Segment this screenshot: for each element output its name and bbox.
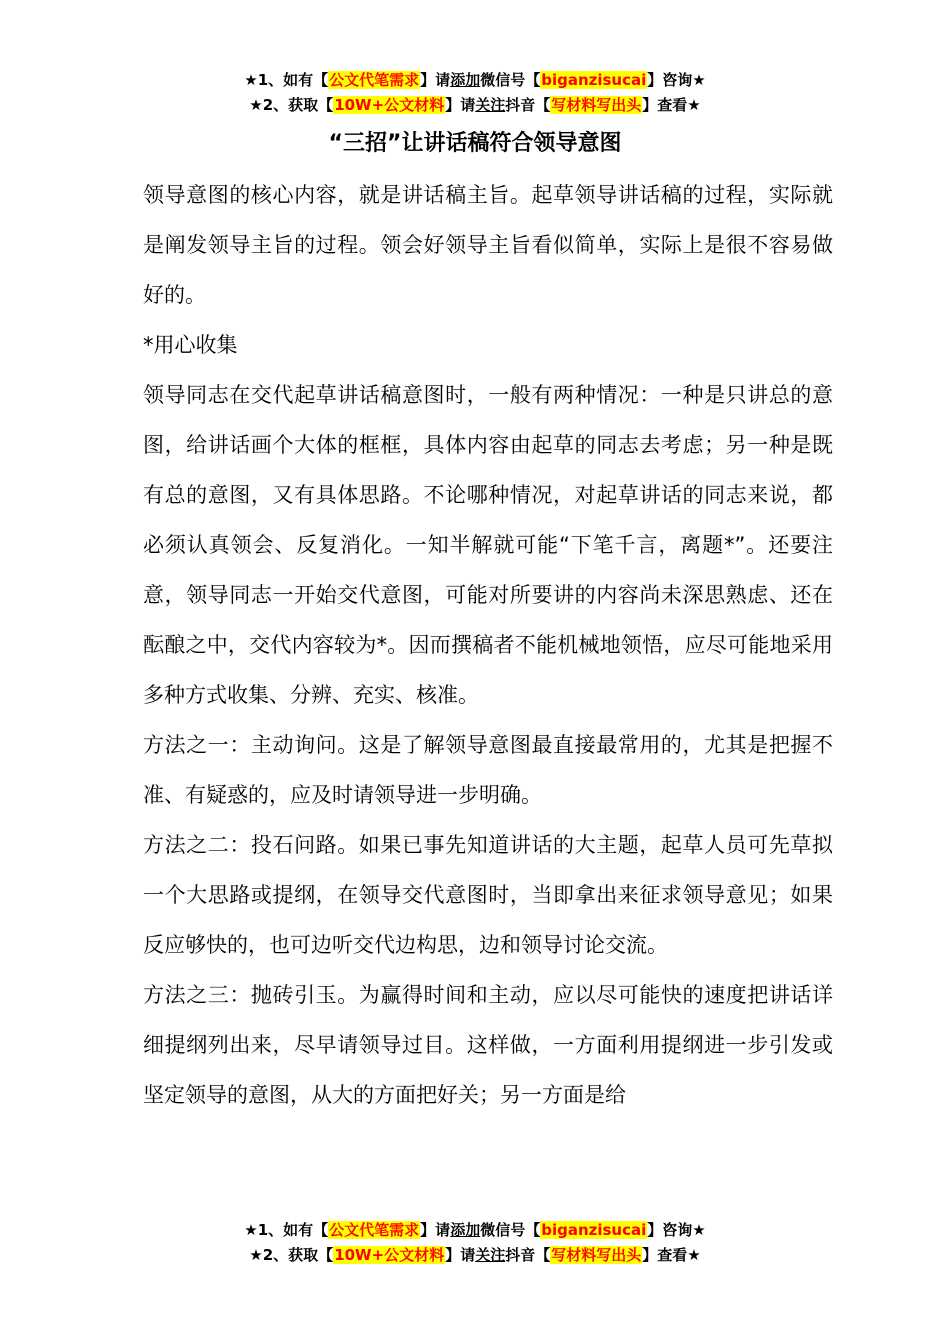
banner-text: 】请 bbox=[445, 1246, 476, 1264]
banner-underlined-text: 关注 bbox=[475, 96, 506, 114]
banner-highlight-service: 公文代笔需求 bbox=[329, 71, 420, 89]
paragraph-method-1: 方法之一：主动询问。这是了解领导意图最直接最常用的，尤其是把握不准、有疑惑的，应及时请领导进一步明确。 bbox=[143, 733, 833, 807]
banner-highlight-wechat-id: biganzisucai bbox=[541, 1221, 647, 1239]
banner-text: ★2、获取【 bbox=[249, 96, 334, 114]
banner-line-1 bbox=[0, 1218, 950, 1243]
banner-line-1 bbox=[0, 68, 950, 93]
banner-underlined-text: 关注 bbox=[475, 1246, 506, 1264]
banner-text: 】咨询★ bbox=[647, 71, 706, 89]
banner-text: 抖音【 bbox=[505, 1246, 551, 1264]
banner-highlight-materials: 10W+公文材料 bbox=[334, 96, 445, 114]
banner-highlight-douyin-id: 写材料写出头 bbox=[551, 96, 642, 114]
banner-text: 】咨询★ bbox=[647, 1221, 706, 1239]
paragraph: 领导同志在交代起草讲话稿意图时，一般有两种情况：一种是只讲总的意图，给讲话画个大体的框框，具体内容由起草的同志去考虑；另一种是既有总的意图，又有具体思路。不论哪种情况，对起草讲话的同志来说，都必须认真领会、反复消化。一知半解就可能“下笔千言，离题*”。还要注意，领导同志一开始交代意图，可能对所要讲的内容尚未深思熟虑、还在酝酿之中，交代内容较为*。因而撰稿者不能机械地领悟，应尽可能地采用多种方式收集、分辨、充实、核准。 bbox=[143, 383, 833, 707]
banner-text: 微信号【 bbox=[480, 71, 541, 89]
banner-text: 】请 bbox=[420, 71, 451, 89]
banner-text: 微信号【 bbox=[480, 1221, 541, 1239]
banner-line-2 bbox=[0, 1243, 950, 1268]
banner-text: ★1、如有【 bbox=[244, 71, 329, 89]
banner-text: 】查看★ bbox=[642, 1246, 701, 1264]
banner-text: 】请 bbox=[445, 96, 476, 114]
banner-line-2 bbox=[0, 93, 950, 118]
banner-highlight-douyin-id: 写材料写出头 bbox=[551, 1246, 642, 1264]
banner-underlined-text: 添加 bbox=[450, 71, 481, 89]
bottom-banner bbox=[0, 1218, 950, 1268]
section-heading: *用心收集 bbox=[143, 333, 238, 357]
banner-highlight-materials: 10W+公文材料 bbox=[334, 1246, 445, 1264]
document-body bbox=[143, 170, 833, 1120]
banner-text: ★1、如有【 bbox=[244, 1221, 329, 1239]
paragraph-method-2: 方法之二：投石问路。如果已事先知道讲话的大主题，起草人员可先草拟一个大思路或提纲，在领导交代意图时，当即拿出来征求领导意见；如果反应够快的，也可边听交代边构思，边和领导讨论交流。 bbox=[143, 833, 833, 957]
paragraph-intro: 领导意图的核心内容，就是讲话稿主旨。起草领导讲话稿的过程，实际就是阐发领导主旨的过程。领会好领导主旨看似简单，实际上是很不容易做好的。 bbox=[143, 183, 833, 307]
banner-text: 抖音【 bbox=[505, 96, 551, 114]
banner-underlined-text: 添加 bbox=[450, 1221, 481, 1239]
banner-highlight-wechat-id: biganzisucai bbox=[541, 71, 647, 89]
paragraph-method-3: 方法之三：抛砖引玉。为赢得时间和主动，应以尽可能快的速度把讲话详细提纲列出来，尽早请领导过目。这样做，一方面利用提纲进一步引发或坚定领导的意图，从大的方面把好关；另一方面是给 bbox=[143, 983, 833, 1107]
banner-highlight-service: 公文代笔需求 bbox=[329, 1221, 420, 1239]
banner-text: 】查看★ bbox=[642, 96, 701, 114]
banner-text: ★2、获取【 bbox=[249, 1246, 334, 1264]
top-banner bbox=[0, 68, 950, 118]
banner-text: 】请 bbox=[420, 1221, 451, 1239]
document-title: “三招”让讲话稿符合领导意图 bbox=[328, 131, 622, 156]
